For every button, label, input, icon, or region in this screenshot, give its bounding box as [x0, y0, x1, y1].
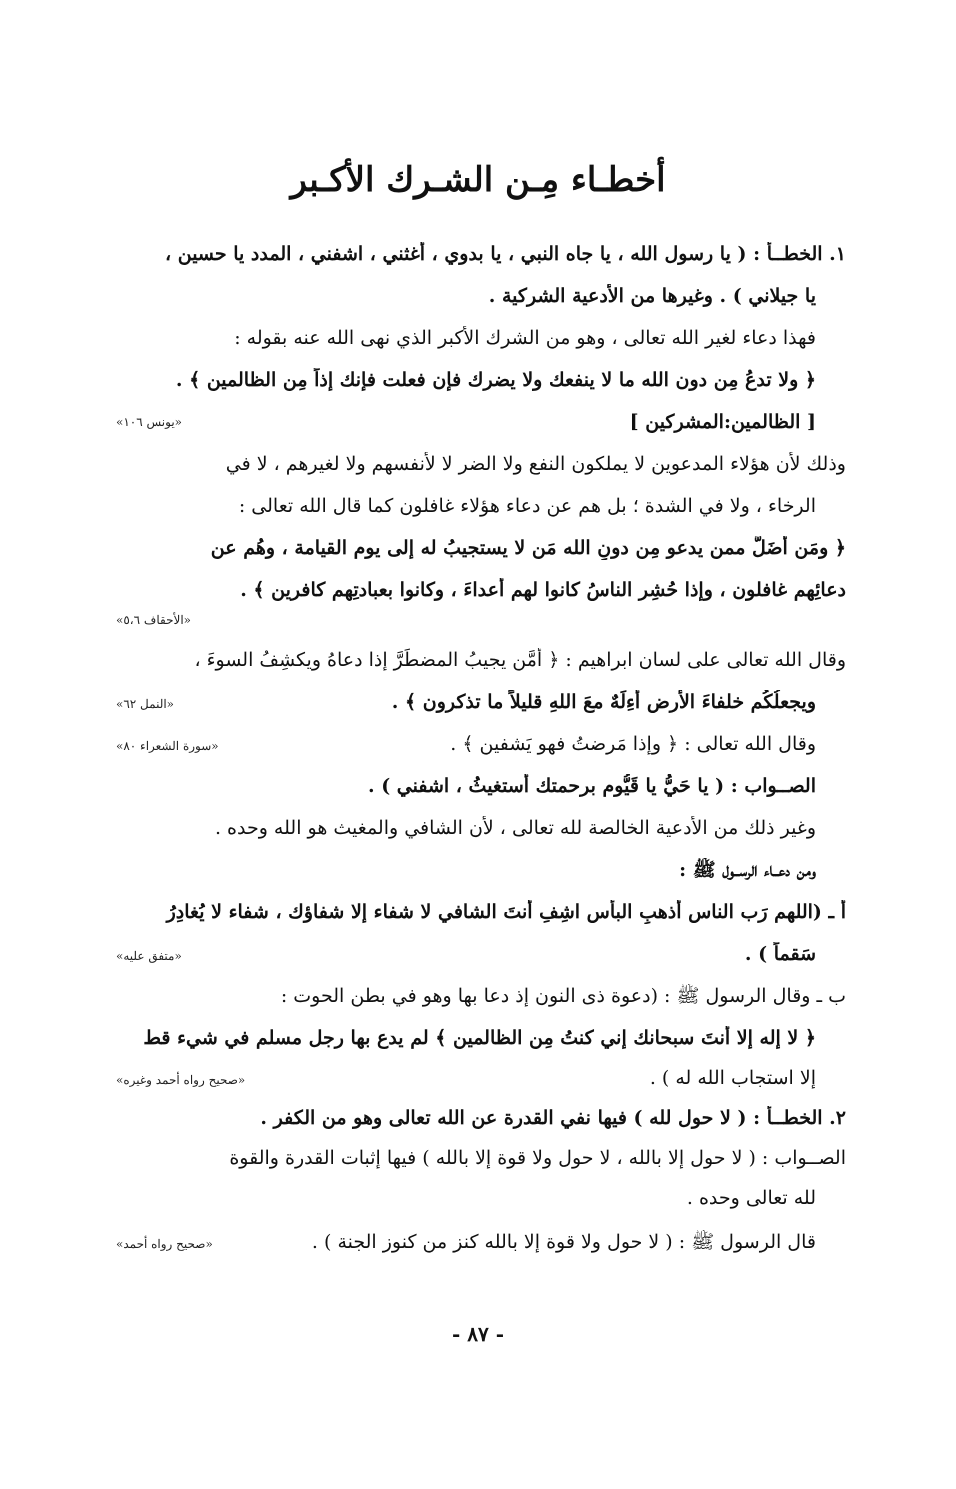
reference-muttafaq: «متفق عليه» [116, 949, 182, 963]
text-line-11: ويجعلُكُم خلفاءَ الأرض أءِلَهٌ معَ اللهِ قليلاً ما تذكرون ﴾ . [391, 691, 816, 713]
text-line-19: ﴿ لا إله إلا أنتَ سبحانك إني كنتُ مِن الظالمين ﴾ لم يدع بها رجل مسلم في شيء قط [143, 1027, 816, 1049]
text-line-12: وقال الله تعالى : ﴿ وإذا مَرضتُ فهو يَشفين ﴾ . [450, 733, 816, 755]
text-line-10: وقال الله تعالى على لسان ابراهيم : ﴿ أمَّن يجيبُ المضطَرَّ إذا دعاهُ ويكشِفُ السوءَ ، [194, 649, 846, 671]
text-line-3: فهذا دعاء لغير الله تعالى ، وهو من الشرك الأكبر الذي نهى الله عنه بقوله : [234, 327, 816, 349]
text-line-17: سَقماً ) . [744, 943, 816, 965]
reference-naml: «النمل ٦٢» [116, 697, 175, 711]
text-line-6: وذلك لأن هؤلاء المدعوين لا يملكون النفع ولا الضر لا لأنفسهم ولا لغيرهم ، لا في [225, 453, 846, 475]
text-line-7: الرخاء ، ولا في الشدة ؛ بل هم عن دعاء هؤلاء غافلون كما قال الله تعالى : [238, 495, 816, 517]
reference-ahqaf: «الأحقاف ٥،٦» [116, 613, 192, 627]
text-line-18: ب ـ وقال الرسول ﷺ : (دعوة ذى النون إذ دعا بها وهو في بطن الحوت : [280, 985, 846, 1007]
text-line-9: دعائِهم غافلون ، وإذا حُشِر الناسُ كانوا لهم أعداءَ ، وكانوا بعبادتِهم كافرين ﴾ . [240, 579, 846, 601]
text-line-20: إلا استجاب الله له ) . [649, 1067, 816, 1089]
text-line-2: يا جيلاني ) . وغيرها من الأدعية الشركية . [488, 285, 816, 307]
text-line-24: قال الرسول ﷺ : ( لا حول ولا قوة إلا بالله كنز من كنوز الجنة ) . [311, 1231, 816, 1253]
text-line-4: ﴿ ولا تدعُ مِن دون الله ما لا ينفعك ولا يضرك فإن فعلت فإنك إذاً مِن الظالمين ﴾ . [175, 369, 816, 391]
reference-shuara: «سورة الشعراء ٨٠» [116, 739, 219, 753]
text-line-15: ومن دعــاء الرســول ﷺ : [679, 859, 816, 881]
page-title: أخطـاء مِـن الشـرك الأكـبر [290, 160, 666, 200]
reference-ahmad-2: «صحيح رواه أحمد» [116, 1237, 213, 1251]
text-line-5: [ الظالمين:المشركين ] [629, 411, 816, 433]
text-line-8: ﴿ ومَن أضَلُّ ممن يدعو مِن دونِ الله مَن لا يستجيبُ له إلى يوم القيامة ، وهُم عن [210, 537, 846, 559]
page-number: - ٨٧ - [451, 1322, 504, 1346]
text-line-22: الصــواب : ( لا حول إلا بالله ، لا حول ولا قوة إلا بالله ) فيها إثبات القدرة والقوة [229, 1147, 846, 1169]
text-line-16: أ ـ (اللهم رَب الناس أذهبِ البأس اشِفِ أنتَ الشافي لا شفاء إلا شفاؤك ، شفاء لا يُغادِرُ [166, 901, 846, 923]
text-line-14: وغير ذلك من الأدعية الخالصة لله تعالى ، لأن الشافي والمغيث هو الله وحده . [214, 817, 816, 839]
reference-yunus: «يونس ١٠٦» [116, 415, 183, 429]
reference-ahmad-1: «صحيح رواه أحمد وغيره» [116, 1073, 246, 1087]
text-line-1: ١. الخطــأ : ( يا رسول الله ، يا جاه النبي ، يا بدوي ، أغثني ، اشفني ، المدد يا حسين ، [164, 243, 846, 265]
text-line-23: لله تعالى وحده . [686, 1187, 816, 1209]
text-line-21: ٢. الخطــأ : ( لا حول لله ) فيها نفي القدرة عن الله تعالى وهو من الكفر . [260, 1107, 846, 1129]
text-line-13: الصــواب : ( يا حَيُّ يا قَيُّوم برحمتك أستغيثُ ، اشفني ) . [367, 775, 816, 797]
